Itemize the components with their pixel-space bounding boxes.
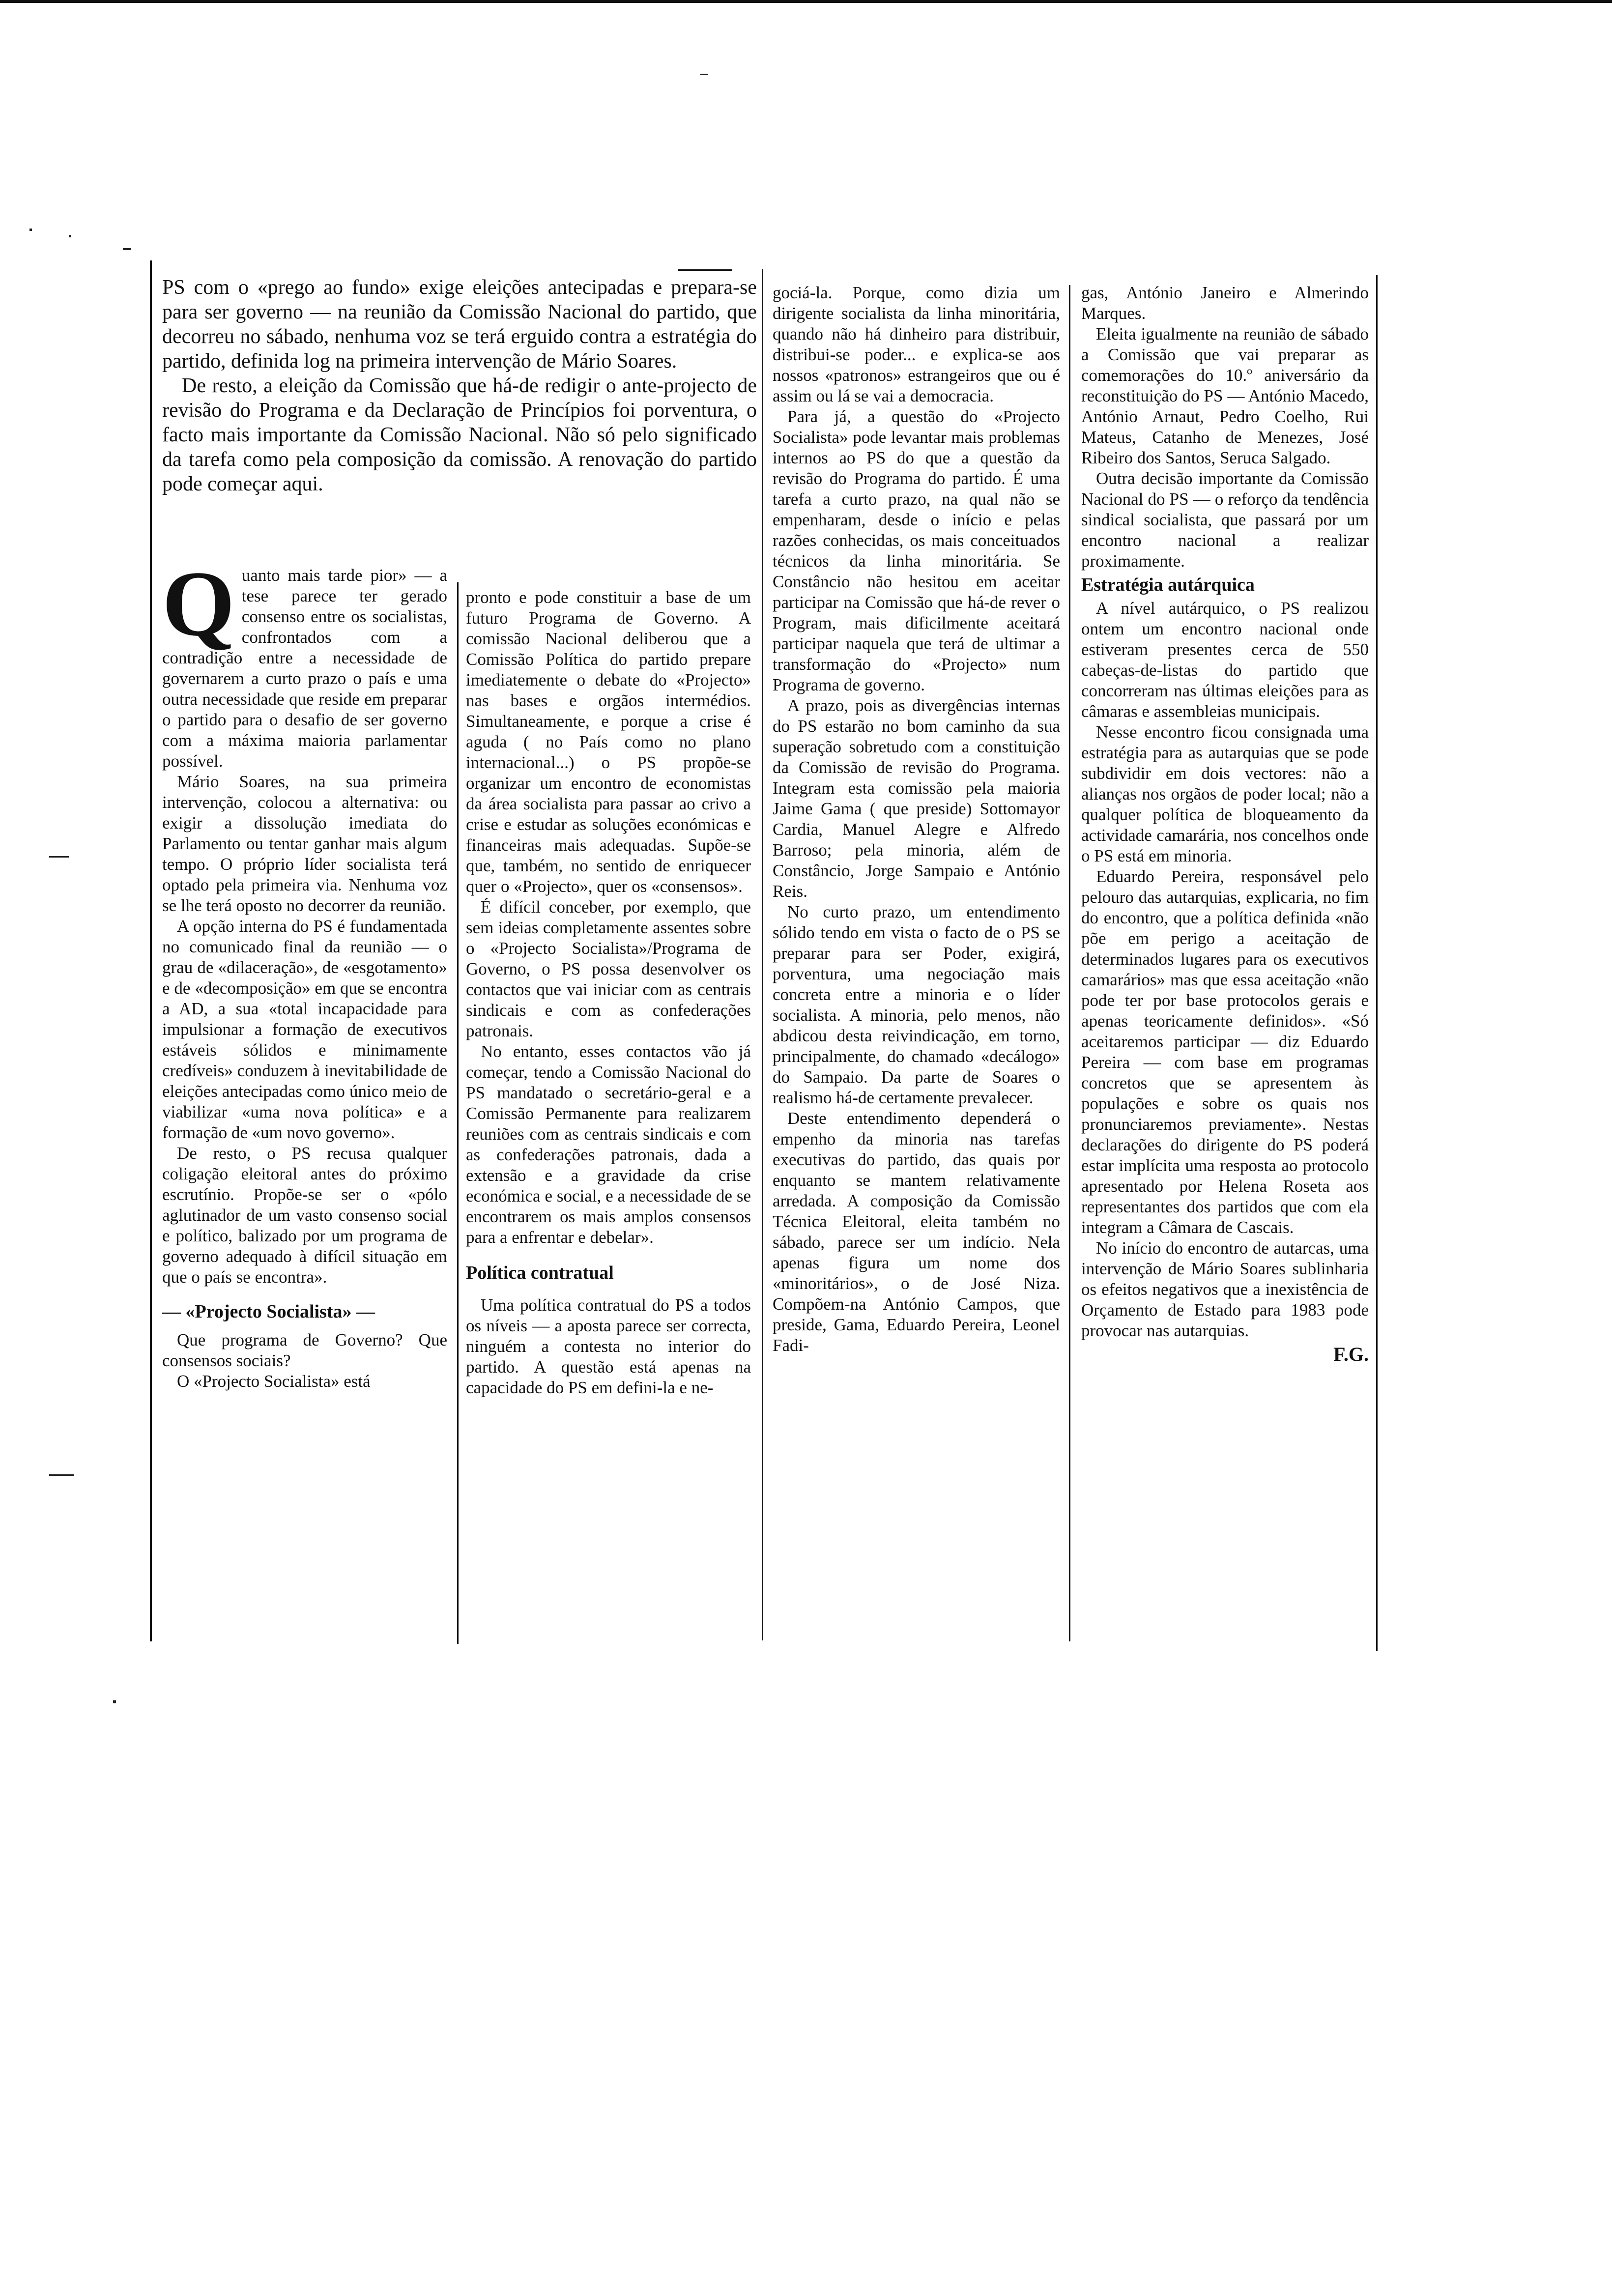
top-border [0,0,1612,3]
scan-speck [49,1474,74,1476]
column-paragraph: Que programa de Governo? Que consensos sociais? [162,1330,447,1370]
column-paragraph: No início do encontro de autarcas, uma intervenção de Mário Soares sublinharia os efeitos negativos que a inexistência de Orçamento de Estado para 1983 pode provocar nas autarquias. [1081,1238,1369,1340]
section-subhead: Estratégia autárquica [1081,574,1255,595]
article-left-border [150,260,152,1641]
drop-cap: Q [162,552,235,656]
column-paragraph: Eduardo Pereira, responsável pelo pelouro das autarquias, explicaria, no fim do encontro, que a política definida «não põe em perigo a aceitação de determinados lugares para os executivos camarários» mas que essa aceitação «não pode ter por base protocolos gerais e apenas teoricamente definidos». «Só aceitaremos participar — diz Eduardo Pereira — com base em programas concretos que se apresentem às populações e sobre os quais nos pronunciaremos previamente». Nestas declarações do dirigente do PS poderá estar implícita uma resposta ao protocolo apresentado por Helena Roseta aos representantes dos partidos que com ela integram a Câmara de Cascais. [1081,867,1369,1237]
column-paragraph: Outra decisão importante da Comissão Nacional do PS — o reforço da tendência sindical socialista, que passará por um encontro nacional a realizar proximamente. [1081,469,1369,571]
scan-speck [123,248,131,250]
column-paragraph: A opção interna do PS é fundamentada no comunicado final da reunião — o grau de «dilaceração», de «esgotamento» e de «decomposição» em que se encontra a AD, a sua «total incapacidade para impulsionar a formação de executivos estáveis sólidos e minimamente credíveis» conduzem à inevitabilidade de eleições antecipadas como único meio de viabilizar «uma nova política» e a formação de «um novo governo». [162,917,447,1142]
column-paragraph: A prazo, pois as divergências internas do PS estarão no bom caminho da sua superação sobretudo com a constituição da Comissão de revisão do Programa. Integram esta comissão pela maioria Jaime Gama ( que preside) Sottomayor Cardia, Manuel Alegre e Alfredo Barroso; pela minoria, além de Constâncio, Jorge Sampaio e António Reis. [773,696,1060,901]
lead-paragraph: PS com o «prego ao fundo» exige eleições antecipadas e prepara-se para ser governo — na reunião da Comissão Nacional do partido, que decorreu no sábado, nenhuma voz se terá erguido contra a estratégia do partido, definida log na primeira intervenção de Mário Soares. [162,276,757,373]
column-paragraph: No curto prazo, um entendimento sólido tendo em vista o facto de o PS se preparar para ser Poder, exigirá, porventura, uma negociação mais concreta entre a minoria e o líder socialista. A minoria, pelo menos, não abdicou desta reivindicação, em torno, principalmente, do chamado «decálogo» do Sampaio. Da parte de Soares o realismo há-de certamente prevalecer. [773,902,1060,1107]
article-column-4 [1081,283,1369,1365]
article-top-rule [678,269,732,271]
column-divider [762,269,763,1640]
column-paragraph: Eleita igualmente na reunião de sábado a Comissão que vai preparar as comemorações do 10.º aniversário da reconstituição do PS — António Macedo, António Arnaut, Pedro Coelho, Rui Mateus, Catanho de Menezes, José Ribeiro dos Santos, Seruca Salgado. [1081,324,1369,467]
author-signature: F.G. [1333,1343,1369,1365]
article-column-1 [162,552,447,1392]
article-column-2 [466,587,751,1398]
column-paragraph: Para já, a questão do «Projecto Socialista» pode levantar mais problemas internos ao PS do que a questão da revisão do Programa do partido. É uma tarefa a curto prazo, na qual não se empenharam, desde o início e pelas razões conhecidas, os mais conceituados técnicos da linha minoritária. Se Constâncio não hesitou em aceitar participar na Comissão que há-de rever o Program, mais dificilmente aceitará participar naquela que terá de ultimar a transformação do «Projecto» num Programa de governo. [773,407,1060,694]
column-paragraph: De resto, o PS recusa qualquer coligação eleitoral antes do próximo escrutínio. Propõe-se ser o «pólo aglutinador de um vasto consenso social e político, balizado por um programa de governo adequado à difícil situação em que o país se encontra». [162,1144,447,1287]
section-subhead: Política contratual [466,1263,614,1283]
column-paragraph: Deste entendimento dependerá o empenho da minoria nas tarefas executivas do partido, das quais por enquanto se mantem relativamente arredada. A composição da Comissão Técnica Eleitoral, eleita também no sábado, parece ser um indício. Nela apenas figura um nome dos «minoritários», o de José Niza. Compõem-na António Campos, que preside, Gama, Eduardo Pereira, Leonel Fadi- [773,1109,1060,1355]
column-paragraph: Uma política contratual do PS a todos os níveis — a aposta parece ser correcta, ninguém a contesta no interior do partido. A questão está apenas na capacidade do PS em defini-la e ne- [466,1295,751,1397]
column-paragraph: É difícil conceber, por exemplo, que sem ideias completamente assentes sobre o «Projecto Socialista»/Programa de Governo, o PS possa desenvolver os contactos que vai iniciar com as centrais sindicais e com as confederações patronais. [466,897,751,1040]
scan-speck [69,235,71,237]
section-subhead: — «Projecto Socialista» — [162,1301,375,1322]
column-paragraph [162,552,447,772]
column-paragraph: Nesse encontro ficou consignada uma estratégia para as autarquias que se pode subdividir em dois vectores: não a alianças nos orgãos de poder local; não a qualquer política de bloqueamento da actividade camarária, nos concelhos onde o PS está em minoria. [1081,722,1369,865]
lead-text [162,275,757,496]
column-paragraph: gociá-la. Porque, como dizia um dirigente socialista da linha minoritária, quando não há dinheiro para distribuir, distribui-se poder... e explica-se aos nossos «patronos» estrangeiros que ou é assim ou lá se vai a democracia. [773,283,1060,405]
paragraph-text: uanto mais tarde pior» — a tese parece ter gerado consenso entre os socialistas, confrontados com a contradição entre a necessidade de governarem a curto prazo o país e uma outra necessidade que reside em preparar o partido para o desafio de ser governo com a máxima maioria parlamentar possível. [162,566,447,771]
column-paragraph: A nível autárquico, o PS realizou ontem um encontro nacional onde estiveram presentes cerca de 550 cabeças-de-listas do partido que concorreram nas últimas eleições para as câmaras e assembleias municipais. [1081,599,1369,721]
scan-speck [700,74,708,75]
column-paragraph: O «Projecto Socialista» está [177,1372,371,1391]
article-column-3 [773,283,1060,1356]
column-paragraph: gas, António Janeiro e Almerindo Marques. [1081,283,1369,323]
column-paragraph: No entanto, esses contactos vão já começar, tendo a Comissão Nacional do PS mandatado o secretário-geral e a Comissão Permanente para realizarem reuniões com as centrais sindicais e com as confederações patronais, dada a extensão e a gravidade da crise económica e social, e a necessidade de se encontrarem os mais amplos consensos para a enfrentar e debelar». [466,1042,751,1247]
lead-paragraph: De resto, a eleição da Comissão que há-de redigir o ante-projecto de revisão do Programa e da Declaração de Princípios foi porventura, o facto mais importante da Comissão Nacional. Não só pelo significado da tarefa como pela composição da comissão. A renovação do partido pode começar aqui. [162,374,757,495]
column-divider [457,582,459,1644]
column-paragraph: Mário Soares, na sua primeira intervenção, colocou a alternativa: ou exigir a dissolução imediata do Parlamento ou tentar ganhar mais algum tempo. O próprio líder socialista terá optado pela primeira via. Nenhuma voz se lhe terá oposto no decorrer da reunião. [162,772,447,915]
column-divider [1069,285,1070,1641]
scan-speck [49,856,69,858]
article-right-border [1376,275,1378,1651]
scan-speck [29,229,32,231]
column-paragraph: pronto e pode constituir a base de um futuro Programa de Governo. A comissão Nacional deliberou que a Comissão Política do partido prepare imediatemente o debate do «Projecto» nas bases e orgãos intermédios. Simultaneamente, e porque a crise é aguda ( no País como no plano internacional...) o PS propõe-se organizar um encontro de economistas da área socialista para passar ao crivo a crise e estudar as soluções económicas e financeiras mais adequadas. Supõe-se que, também, no sentido de enriquecer quer o «Projecto», quer os «consensos». [466,588,751,896]
scan-speck [113,1700,116,1703]
